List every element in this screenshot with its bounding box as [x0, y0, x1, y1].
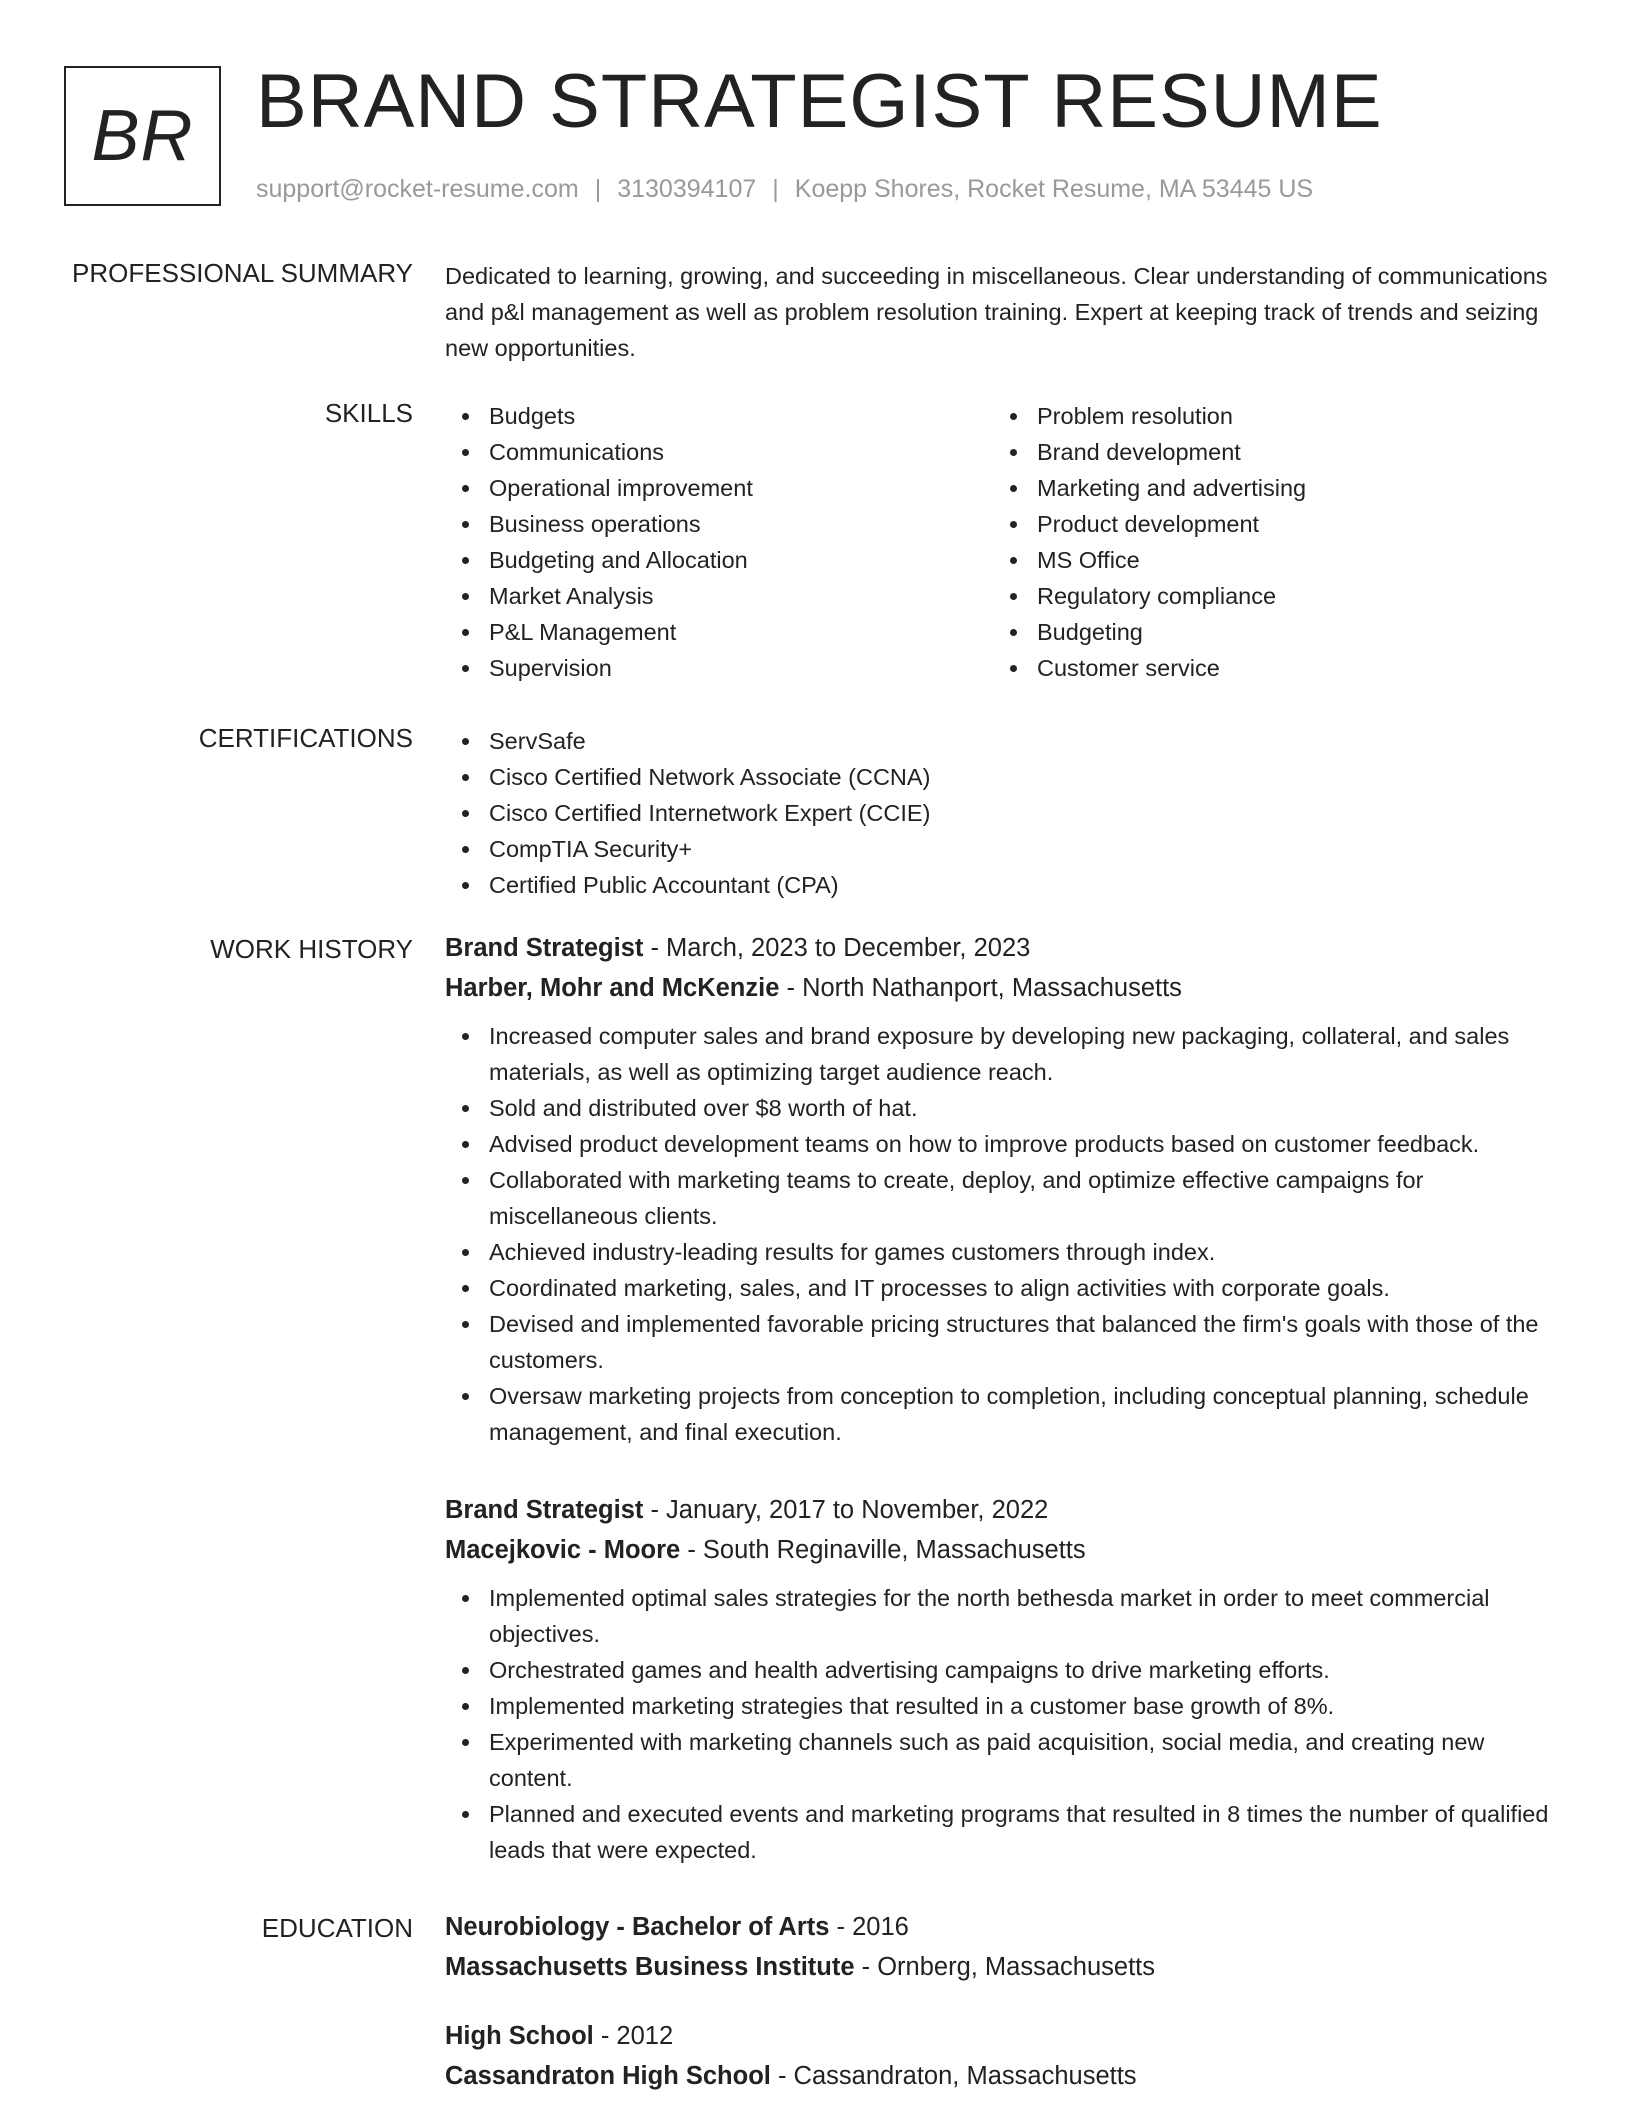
- job-entry: [445, 1490, 1560, 1868]
- education-location: - Cassandraton, Massachusetts: [770, 2062, 1137, 2090]
- job-company: Macejkovic - Moore: [445, 1536, 681, 1564]
- job-title: Brand Strategist: [445, 934, 644, 962]
- work-section-label: WORK HISTORY: [210, 934, 413, 964]
- job-dates: - March, 2023 to December, 2023: [643, 934, 1031, 962]
- job-company: Harber, Mohr and McKenzie: [445, 974, 780, 1002]
- contact-phone: 3130394107: [617, 175, 757, 203]
- job-entry: [445, 928, 1560, 1450]
- job-location: - South Reginaville, Massachusetts: [680, 1536, 1086, 1564]
- summary-section-label: PROFESSIONAL SUMMARY: [72, 258, 413, 288]
- certification-item: ServSafe: [445, 723, 1560, 759]
- skill-item: Business operations: [445, 506, 993, 542]
- contact-separator: |: [772, 175, 779, 203]
- education-year: - 2016: [829, 1913, 909, 1941]
- certifications-section-label: CERTIFICATIONS: [198, 723, 413, 753]
- job-bullets: [445, 1018, 1560, 1450]
- job-bullet: Planned and executed events and marketing programs that resulted in 8 times the number of qualified leads that were expected.: [445, 1796, 1560, 1868]
- skill-item: Brand development: [993, 434, 1541, 470]
- job-title: Brand Strategist: [445, 1496, 644, 1524]
- education-degree-line: [445, 2016, 1560, 2056]
- skill-item: Product development: [993, 506, 1541, 542]
- job-company-line: [445, 1530, 1560, 1570]
- monogram-initials: BR: [91, 96, 194, 176]
- job-bullet: Devised and implemented favorable pricing structures that balanced the firm's goals with those of the customers.: [445, 1306, 1560, 1378]
- job-dates: - January, 2017 to November, 2022: [643, 1496, 1049, 1524]
- skills-list-right: [993, 398, 1541, 686]
- education-school-line: [445, 1947, 1560, 1987]
- job-bullet: Implemented optimal sales strategies for the north bethesda market in order to meet commercial objectives.: [445, 1580, 1560, 1652]
- job-title-line: [445, 928, 1560, 968]
- skill-item: Problem resolution: [993, 398, 1541, 434]
- job-bullets: [445, 1580, 1560, 1868]
- contact-line: [256, 175, 1313, 204]
- education-entry: [445, 1907, 1560, 1987]
- certification-item: Certified Public Accountant (CPA): [445, 867, 1560, 903]
- job-bullet: Achieved industry-leading results for games customers through index.: [445, 1234, 1560, 1270]
- skill-item: Supervision: [445, 650, 993, 686]
- skill-item: Communications: [445, 434, 993, 470]
- education-school: Cassandraton High School: [445, 2062, 771, 2090]
- skill-item: Budgets: [445, 398, 993, 434]
- education-entry: [445, 2016, 1560, 2096]
- job-bullet: Collaborated with marketing teams to create, deploy, and optimize effective campaigns for miscellaneous clients.: [445, 1162, 1560, 1234]
- certifications-list: [445, 723, 1560, 903]
- job-bullet: Advised product development teams on how to improve products based on customer feedback.: [445, 1126, 1560, 1162]
- contact-address: Koepp Shores, Rocket Resume, MA 53445 US: [794, 175, 1314, 203]
- skill-item: Budgeting and Allocation: [445, 542, 993, 578]
- skill-item: Marketing and advertising: [993, 470, 1541, 506]
- certification-item: CompTIA Security+: [445, 831, 1560, 867]
- skill-item: Regulatory compliance: [993, 578, 1541, 614]
- skill-item: P&L Management: [445, 614, 993, 650]
- summary-text: Dedicated to learning, growing, and succeeding in miscellaneous. Clear understanding of communications and p&l management as well as problem resolution training. Expert at keeping track of trends and seizing new opportunities.: [445, 263, 1548, 361]
- summary-section: [445, 258, 1560, 366]
- education-degree-line: [445, 1907, 1560, 1947]
- education-school-line: [445, 2056, 1560, 2096]
- resume-title: BRAND STRATEGIST RESUME: [256, 59, 1383, 144]
- certification-item: Cisco Certified Network Associate (CCNA): [445, 759, 1560, 795]
- skill-item: Customer service: [993, 650, 1541, 686]
- skills-section-label: SKILLS: [324, 398, 413, 428]
- education-degree: High School: [445, 2022, 594, 2050]
- monogram-box: [64, 66, 221, 206]
- contact-separator: |: [594, 175, 602, 203]
- job-bullet: Implemented marketing strategies that resulted in a customer base growth of 8%.: [445, 1688, 1560, 1724]
- skill-item: Budgeting: [993, 614, 1541, 650]
- job-location: - North Nathanport, Massachusetts: [779, 974, 1182, 1002]
- skills-section: [445, 398, 1560, 686]
- job-bullet: Increased computer sales and brand exposure by developing new packaging, collateral, and sales materials, as well as optimizing target audience reach.: [445, 1018, 1560, 1090]
- job-bullet: Coordinated marketing, sales, and IT processes to align activities with corporate goals.: [445, 1270, 1560, 1306]
- skill-item: MS Office: [993, 542, 1541, 578]
- job-bullet: Sold and distributed over $8 worth of hat.: [445, 1090, 1560, 1126]
- job-bullet: Orchestrated games and health advertising campaigns to drive marketing efforts.: [445, 1652, 1560, 1688]
- certification-item: Cisco Certified Internetwork Expert (CCIE): [445, 795, 1560, 831]
- education-location: - Ornberg, Massachusetts: [854, 1953, 1155, 1981]
- skill-item: Market Analysis: [445, 578, 993, 614]
- job-title-line: [445, 1490, 1560, 1530]
- job-company-line: [445, 968, 1560, 1008]
- certifications-section: [445, 723, 1560, 903]
- job-bullet: Experimented with marketing channels such as paid acquisition, social media, and creating new content.: [445, 1724, 1560, 1796]
- job-bullet: Oversaw marketing projects from conception to completion, including conceptual planning, schedule management, and final execution.: [445, 1378, 1560, 1450]
- education-section-label: EDUCATION: [261, 1913, 413, 1943]
- contact-email: support@rocket-resume.com: [256, 175, 579, 203]
- education-degree: Neurobiology - Bachelor of Arts: [445, 1913, 830, 1941]
- skill-item: Operational improvement: [445, 470, 993, 506]
- education-school: Massachusetts Business Institute: [445, 1953, 855, 1981]
- skills-list-left: [445, 398, 993, 686]
- education-year: - 2012: [593, 2022, 674, 2050]
